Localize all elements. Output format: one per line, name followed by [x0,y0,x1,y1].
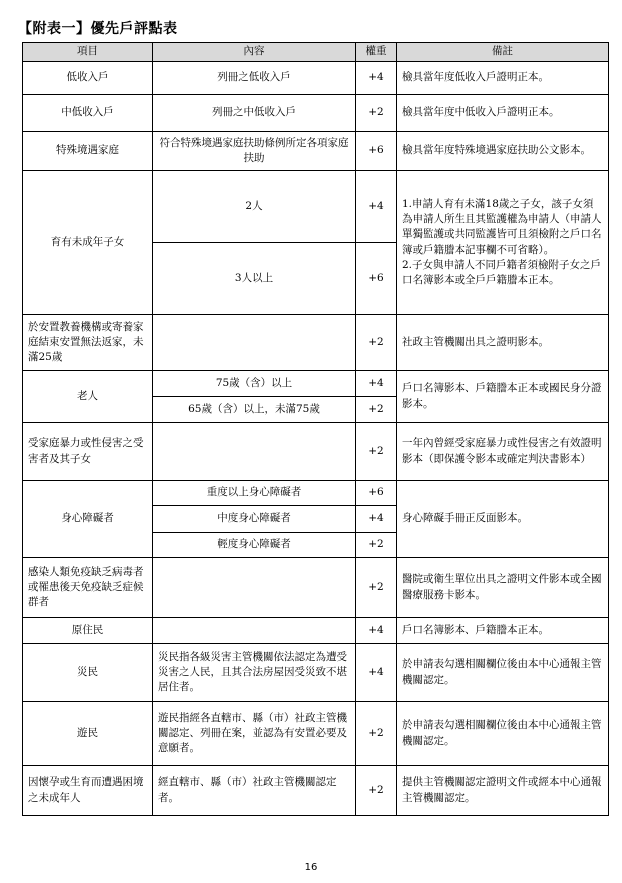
row-item: 於安置教養機構或寄養家庭結束安置無法返家，未滿25歲 [23,315,153,371]
row-note: 一年內曾經受家庭暴力或性侵害之有效證明影本（即保護令影本或確定判決書影本） [397,423,609,481]
row-item: 原住民 [23,618,153,644]
row-note: 戶口名簿影本、戶籍謄本正本。 [397,618,609,644]
row-weight: +4 [356,644,397,702]
row-note: 於申請表勾選相關欄位後由本中心通報主管機關認定。 [397,702,609,766]
row-weight: +6 [356,132,397,171]
table-row [23,95,609,132]
table-row [23,618,609,644]
row-item: 育有未成年子女 [23,171,153,315]
row-weight: +6 [356,481,397,506]
row-weight: +6 [356,243,397,315]
row-item: 老人 [23,371,153,423]
row-note: 戶口名簿影本、戶籍謄本正本或國民身分證影本。 [397,371,609,423]
row-weight: +4 [356,62,397,95]
row-content: 中度身心障礙者 [153,506,356,533]
table-row [23,62,609,95]
row-note: 社政主管機關出具之證明影本。 [397,315,609,371]
row-content: 遊民指經各直轄市、縣（市）社政主管機關認定、列冊在案，並認為有安置必要及意願者。 [153,702,356,766]
header-weight: 權重 [356,43,397,62]
row-item: 特殊境遇家庭 [23,132,153,171]
row-weight: +4 [356,618,397,644]
row-content: 2人 [153,171,356,243]
table-row [23,132,609,171]
row-note: 醫院或衛生單位出具之證明文件影本或全國醫療服務卡影本。 [397,558,609,618]
row-content [153,618,356,644]
row-note: 1.申請人育有未滿18歲之子女，該子女須為申請人所生且其監護權為申請人（申請人單獨監護或共同監護皆可且須檢附之戶口名簿或戶籍謄本記事欄不可省略）。 2.子女與申請人不同戶籍者須檢附子女之戶口名簿影本或全戶戶籍謄本正本。 [397,171,609,315]
table-row [23,766,609,816]
table-row [23,423,609,481]
row-content [153,315,356,371]
row-content: 65歲（含）以上，未滿75歲 [153,397,356,423]
row-weight: +2 [356,702,397,766]
page-title: 【附表一】優先戶評點表 [18,21,178,37]
header-content: 內容 [153,43,356,62]
row-note: 檢具當年度特殊境遇家庭扶助公文影本。 [397,132,609,171]
row-weight: +4 [356,371,397,397]
row-weight: +2 [356,397,397,423]
row-weight: +2 [356,766,397,816]
row-content: 重度以上身心障礙者 [153,481,356,506]
header-item: 項目 [23,43,153,62]
row-weight: +4 [356,171,397,243]
row-content: 列冊之低收入戶 [153,62,356,95]
table-row [23,558,609,618]
table-row [23,371,609,397]
row-item: 中低收入戶 [23,95,153,132]
table-row [23,644,609,702]
row-item: 遊民 [23,702,153,766]
table-row [23,481,609,506]
row-content: 列冊之中低收入戶 [153,95,356,132]
row-content: 災民指各級災害主管機關依法認定為遭受災害之人民，且其合法房屋因受災致不堪居住者。 [153,644,356,702]
row-content: 75歲（含）以上 [153,371,356,397]
row-content: 符合特殊境遇家庭扶助條例所定各項家庭扶助 [153,132,356,171]
row-item: 因懷孕或生育而遭遇困境之未成年人 [23,766,153,816]
row-content: 3人以上 [153,243,356,315]
row-content: 輕度身心障礙者 [153,533,356,558]
row-note: 於申請表勾選相關欄位後由本中心通報主管機關認定。 [397,644,609,702]
row-item: 身心障礙者 [23,481,153,558]
row-content: 經直轄市、縣（市）社政主管機關認定者。 [153,766,356,816]
row-note: 提供主管機關認定證明文件或經本中心通報主管機關認定。 [397,766,609,816]
row-weight: +4 [356,506,397,533]
table-header-row [23,43,609,62]
row-weight: +2 [356,315,397,371]
row-content [153,423,356,481]
row-item: 災民 [23,644,153,702]
row-item: 受家庭暴力或性侵害之受害者及其子女 [23,423,153,481]
row-weight: +2 [356,533,397,558]
table-row [23,171,609,243]
row-weight: +2 [356,558,397,618]
row-note: 檢具當年度中低收入戶證明正本。 [397,95,609,132]
header-note: 備註 [397,43,609,62]
table-row [23,315,609,371]
row-item: 感染人類免疫缺乏病毒者或罹患後天免疫缺乏症候群者 [23,558,153,618]
row-item: 低收入戶 [23,62,153,95]
row-weight: +2 [356,423,397,481]
table-row [23,702,609,766]
row-note: 檢具當年度低收入戶證明正本。 [397,62,609,95]
row-weight: +2 [356,95,397,132]
page-number: 16 [304,862,318,873]
priority-scoring-table [22,42,609,816]
row-content [153,558,356,618]
row-note: 身心障礙手冊正反面影本。 [397,481,609,558]
